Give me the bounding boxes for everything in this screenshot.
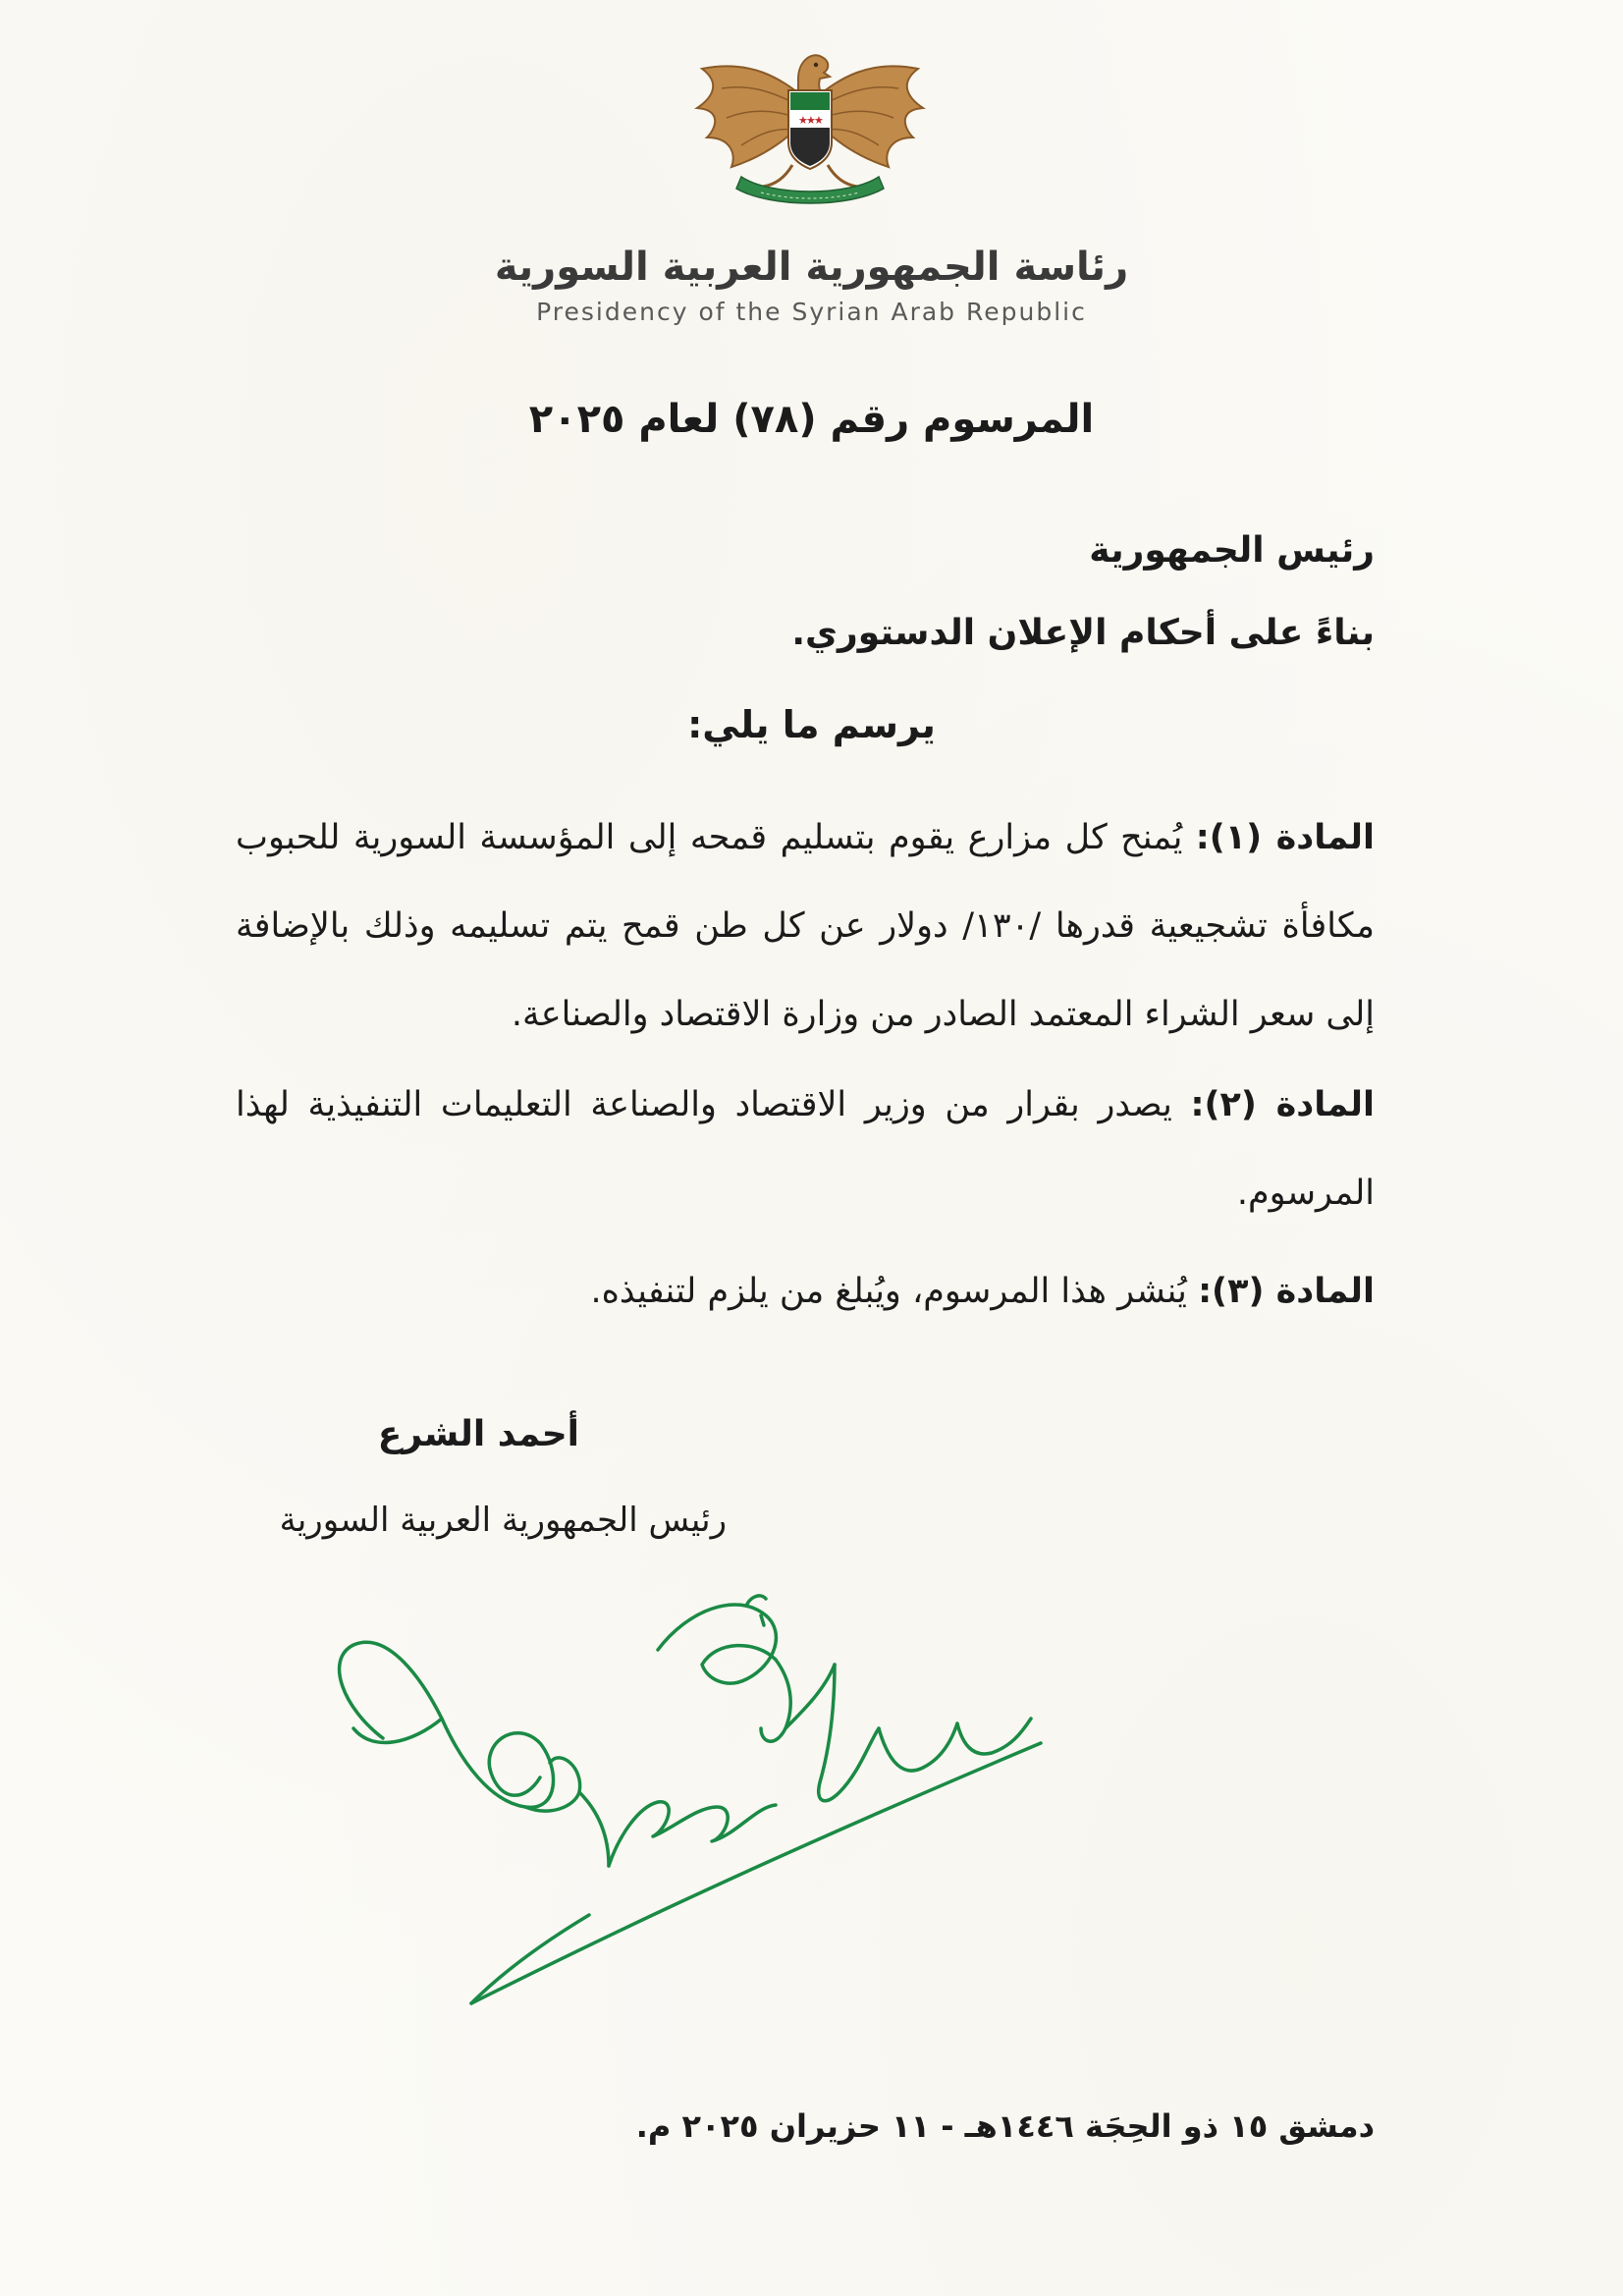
article-2-label: المادة (٢): [1190, 1085, 1375, 1124]
handwritten-signature [314, 1571, 1119, 2023]
issue-date: دمشق ١٥ ذو الحِجَة ١٤٤٦هـ - ١١ حزيران ٢٠٢٥ م. [635, 2107, 1375, 2145]
svg-text:★: ★ [806, 114, 816, 127]
article-1-label: المادة (١): [1195, 818, 1375, 857]
decree-title: المرسوم رقم (٧٨) لعام ٢٠٢٥ [528, 397, 1095, 442]
shield [788, 90, 832, 169]
issuer-line: رئيس الجمهورية [1089, 530, 1375, 571]
svg-text:★: ★ [798, 114, 808, 127]
article-3-text: يُنشر هذا المرسوم، ويُبلغ من يلزم لتنفيذه. [590, 1272, 1187, 1311]
constitutional-basis: بناءً على أحكام الإعلان الدستوري. [791, 613, 1375, 653]
svg-text:★: ★ [814, 114, 824, 127]
ribbon [736, 177, 884, 203]
decrees-heading: يرسم ما يلي: [687, 703, 936, 746]
emblem-icon [682, 39, 938, 211]
article-2-text: يصدر بقرار من وزير الاقتصاد والصناعة التعليمات التنفيذية لهذا المرسوم. [236, 1085, 1375, 1213]
signatory-name: أحمد الشرع [377, 1414, 579, 1454]
article-1-text: يُمنح كل مزارع يقوم بتسليم قمحه إلى المؤسسة السورية للحبوب مكافأة تشجيعية قدرها /١٣٠/ دولار عن كل طن قمح يتم تسليمه وذلك بالإضافة إلى سعر الشراء المعتمد الصادر من وزارة الاقتصاد والصناعة. [236, 818, 1375, 1034]
presidency-title-arabic: رئاسة الجمهورية العربية السورية [494, 245, 1129, 290]
article-3-label: المادة (٣): [1198, 1272, 1375, 1311]
presidency-title-english: Presidency of the Syrian Arab Republic [536, 298, 1087, 326]
eagle-head [798, 55, 830, 94]
article-1 [236, 793, 1375, 1059]
article-3 [236, 1247, 1375, 1336]
article-2 [236, 1061, 1375, 1237]
signatory-title: رئيس الجمهورية العربية السورية [279, 1501, 727, 1540]
